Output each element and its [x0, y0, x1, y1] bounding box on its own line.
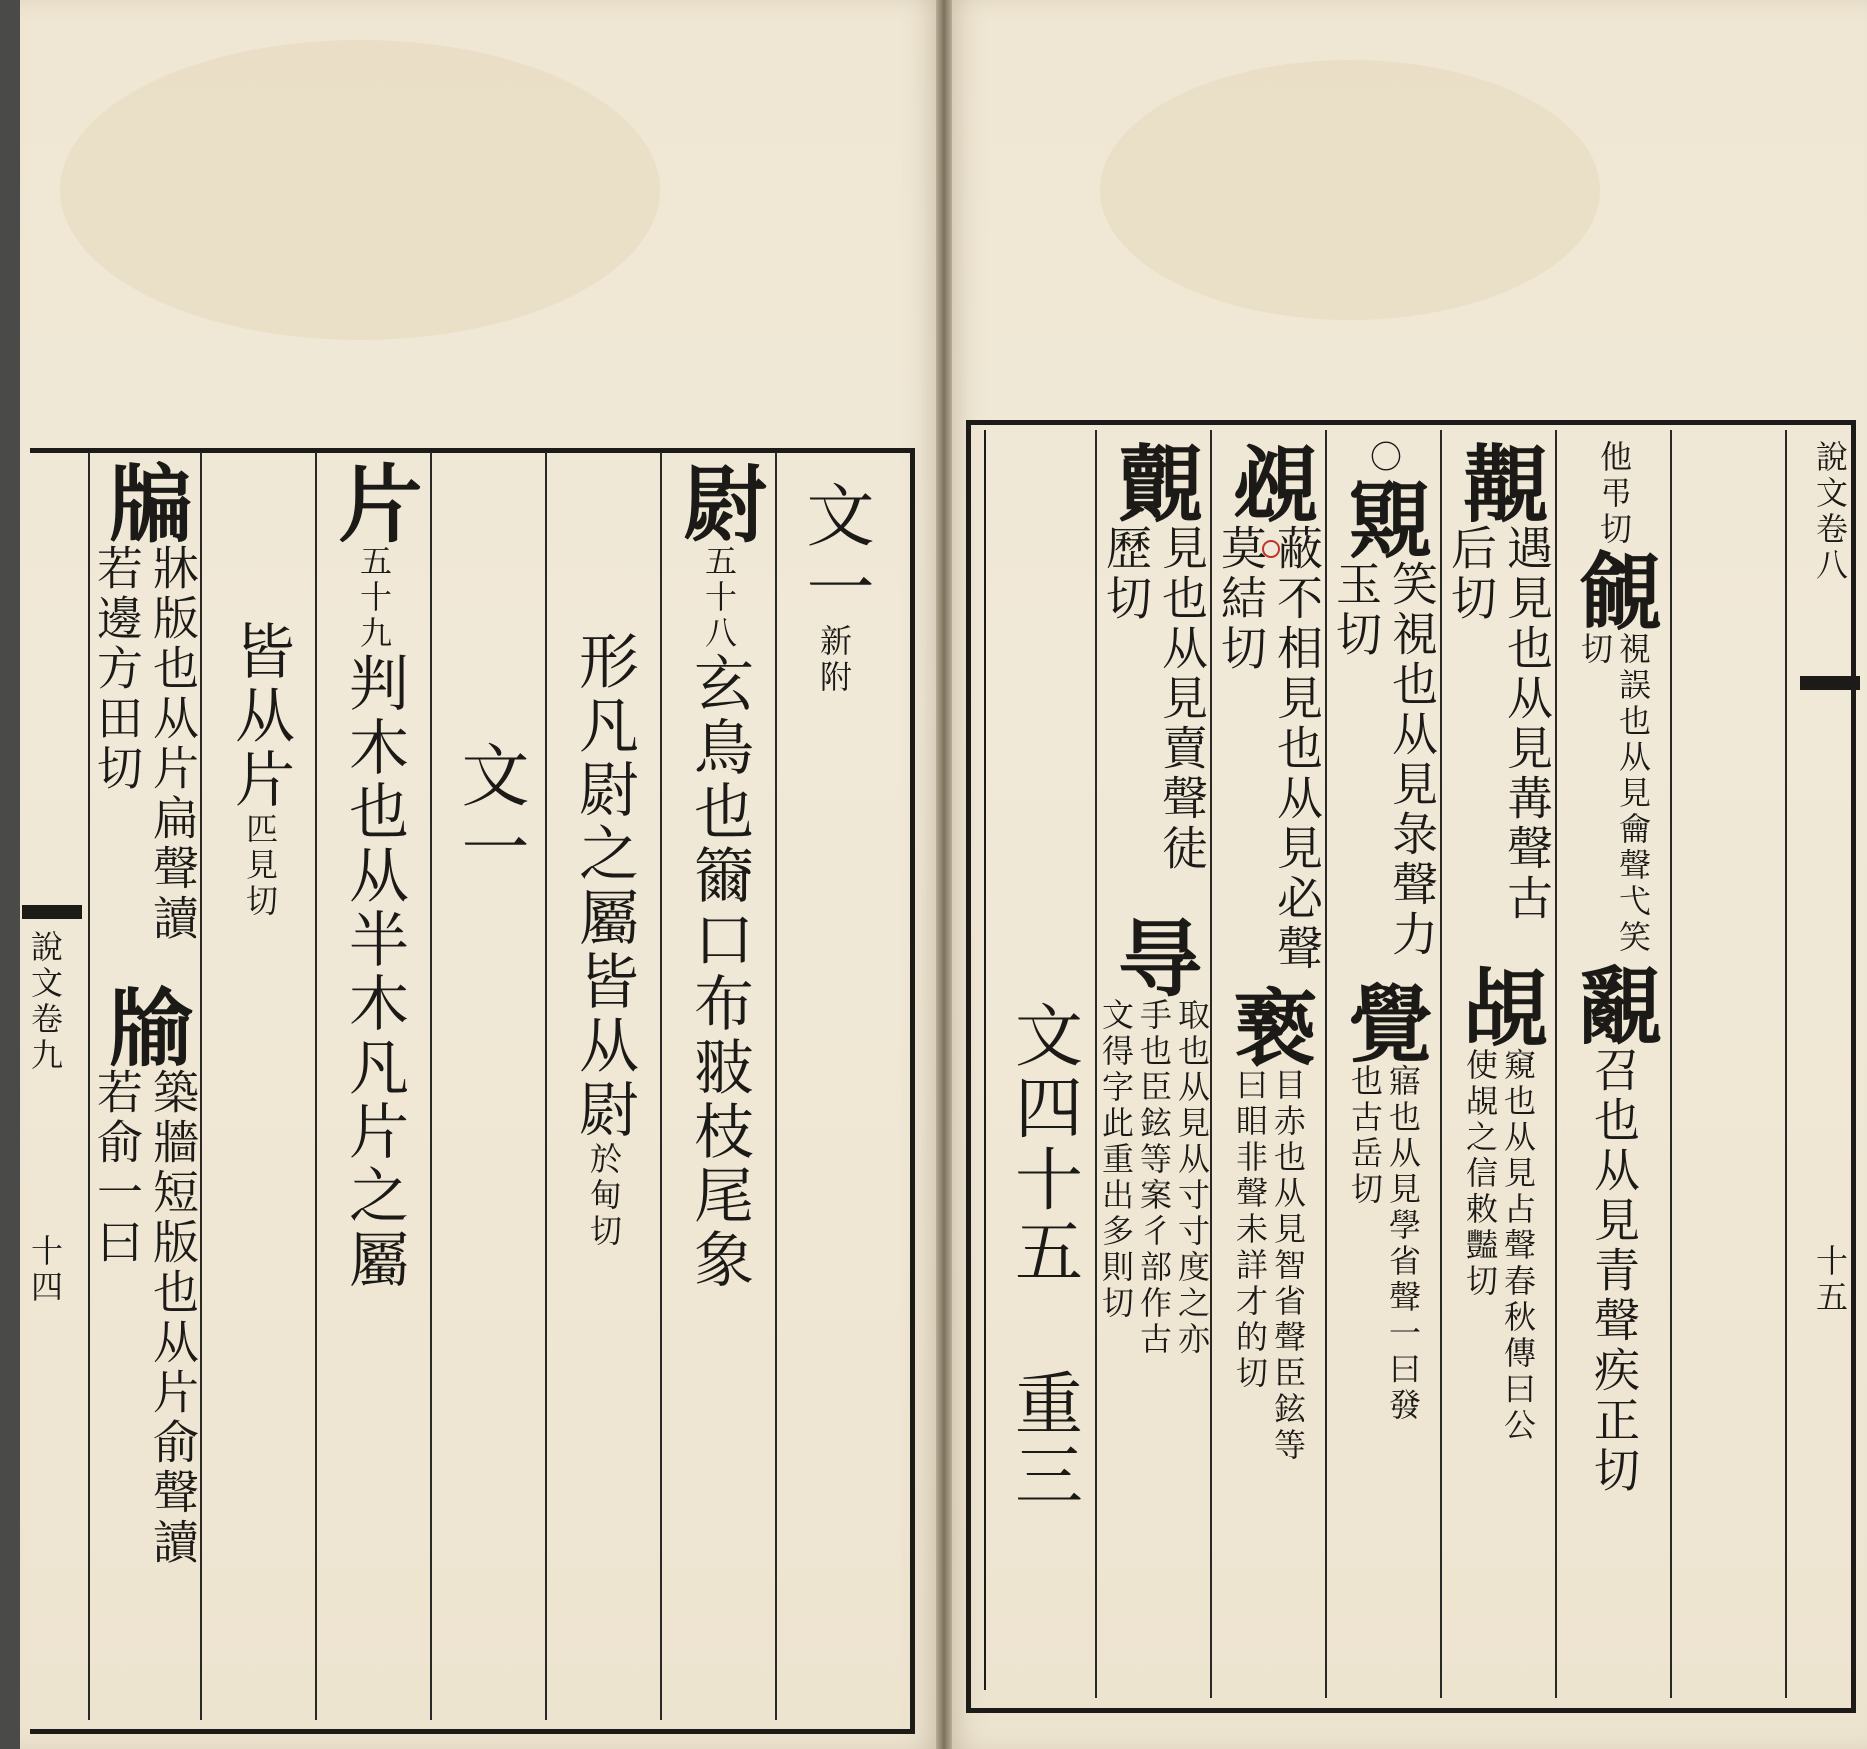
volume-label: 說文卷八: [1811, 440, 1849, 584]
left-margin: [20, 930, 70, 1306]
entry-text: 他弔切: [1595, 440, 1633, 548]
left-column-1: [778, 480, 890, 696]
page-number: 十四: [26, 1234, 64, 1306]
seal-character: 䙝: [1220, 984, 1319, 1068]
left-column-3: [548, 630, 660, 1250]
seal-character: 牑: [96, 460, 195, 544]
column-rule: [775, 452, 777, 1720]
count-heading: 文四十五: [1003, 1000, 1083, 1288]
entry-text: 遇見也从見冓聲古后切: [1444, 524, 1554, 924]
column-rule: [1325, 430, 1327, 1698]
duplicate-count: 重三: [1003, 1368, 1083, 1512]
seal-character: 覦: [1565, 548, 1664, 632]
entry-text: 牀版也从片扁聲讀若邊方田切: [90, 544, 200, 944]
entry-text: 取也从見从寸寸度之亦手也臣鉉等案彳部作古文得字此重出多則切: [1097, 998, 1211, 1358]
left-column-2: [663, 460, 775, 1292]
count-heading: 文一: [450, 740, 529, 884]
volume-label: 說文卷九: [26, 930, 64, 1074]
column-rule: [1555, 430, 1557, 1698]
frame-inner-line: [984, 430, 986, 1690]
entry-text: 形凡㷉之屬皆从㷉: [569, 630, 639, 1142]
column-rule: [430, 452, 432, 1720]
entry-text: 見也从見賣聲徒歷切: [1099, 524, 1209, 874]
seal-character: 覺: [1335, 980, 1434, 1064]
right-column-1: [1558, 440, 1670, 1516]
circle-mark: 〇: [1365, 440, 1403, 476]
column-rule: [1670, 430, 1672, 1698]
entry-text: 視誤也从見龠聲弋笑切: [1576, 632, 1652, 956]
seal-character: 牏: [96, 984, 195, 1068]
left-column-7: [90, 460, 200, 1568]
radical-number: 五十八: [700, 544, 738, 652]
column-rule: [660, 452, 662, 1720]
entry-text: 蔽不相見也从見必聲莫結切: [1214, 524, 1324, 974]
left-column-4: [433, 740, 545, 884]
seal-character: 㷉: [670, 460, 769, 544]
paper-stain: [60, 40, 660, 340]
count-heading: 文一: [795, 480, 874, 624]
seal-character: 覕: [1220, 440, 1319, 524]
seal-character: 覿: [1105, 440, 1204, 524]
fanqie-note: 匹見切: [241, 812, 279, 920]
left-column-5: [318, 460, 430, 1292]
left-column-6: [205, 620, 315, 920]
paper-stain: [1100, 60, 1600, 320]
entry-text: 寤也从見學省聲一曰發也古岳切: [1346, 1064, 1422, 1424]
page-number: 十五: [1811, 1244, 1849, 1316]
right-column-3: [1328, 440, 1440, 1444]
radical-number: 五十九: [355, 544, 393, 652]
entry-text: 召也从見青聲疾正切: [1587, 1046, 1641, 1496]
book-gutter: [936, 0, 952, 1749]
column-rule: [545, 452, 547, 1720]
seal-character: 片: [325, 460, 424, 544]
column-rule: [1785, 430, 1787, 1698]
right-margin: [1805, 440, 1855, 1316]
seal-character: 㝵: [1105, 914, 1204, 998]
seal-character: 覯: [1450, 440, 1549, 524]
seal-character: 覭: [1335, 476, 1434, 560]
entry-text: 玄鳥也籋口布翄枝尾象: [684, 652, 754, 1292]
entry-text: 窺也从見占聲春秋傳曰公使覘之信敕豔切: [1461, 1048, 1537, 1444]
right-column-2: [1443, 440, 1555, 1478]
appendix-note: 新附: [815, 624, 853, 696]
right-column-4: [1213, 440, 1325, 1488]
red-annotation-circle: [1262, 540, 1280, 558]
column-rule: [1440, 430, 1442, 1698]
right-column-5: [1098, 440, 1210, 1358]
entry-text: 皆从片: [225, 620, 295, 812]
entry-text: 判木也从半木凡片之屬: [339, 652, 409, 1292]
entry-text: 笑視也从見彔聲力玉切: [1329, 560, 1439, 960]
fishtail-mark: [22, 905, 82, 919]
seal-character: 覶: [1565, 962, 1664, 1046]
seal-character: 覘: [1450, 964, 1549, 1048]
column-rule: [315, 452, 317, 1720]
entry-text: 築牆短版也从片俞聲讀若俞一曰: [90, 1068, 200, 1568]
fanqie-note: 於甸切: [585, 1142, 623, 1250]
entry-text: 目赤也从見智省聲臣鉉等曰䀠非聲未詳才的切: [1231, 1068, 1307, 1464]
right-column-6: [990, 1000, 1095, 1512]
